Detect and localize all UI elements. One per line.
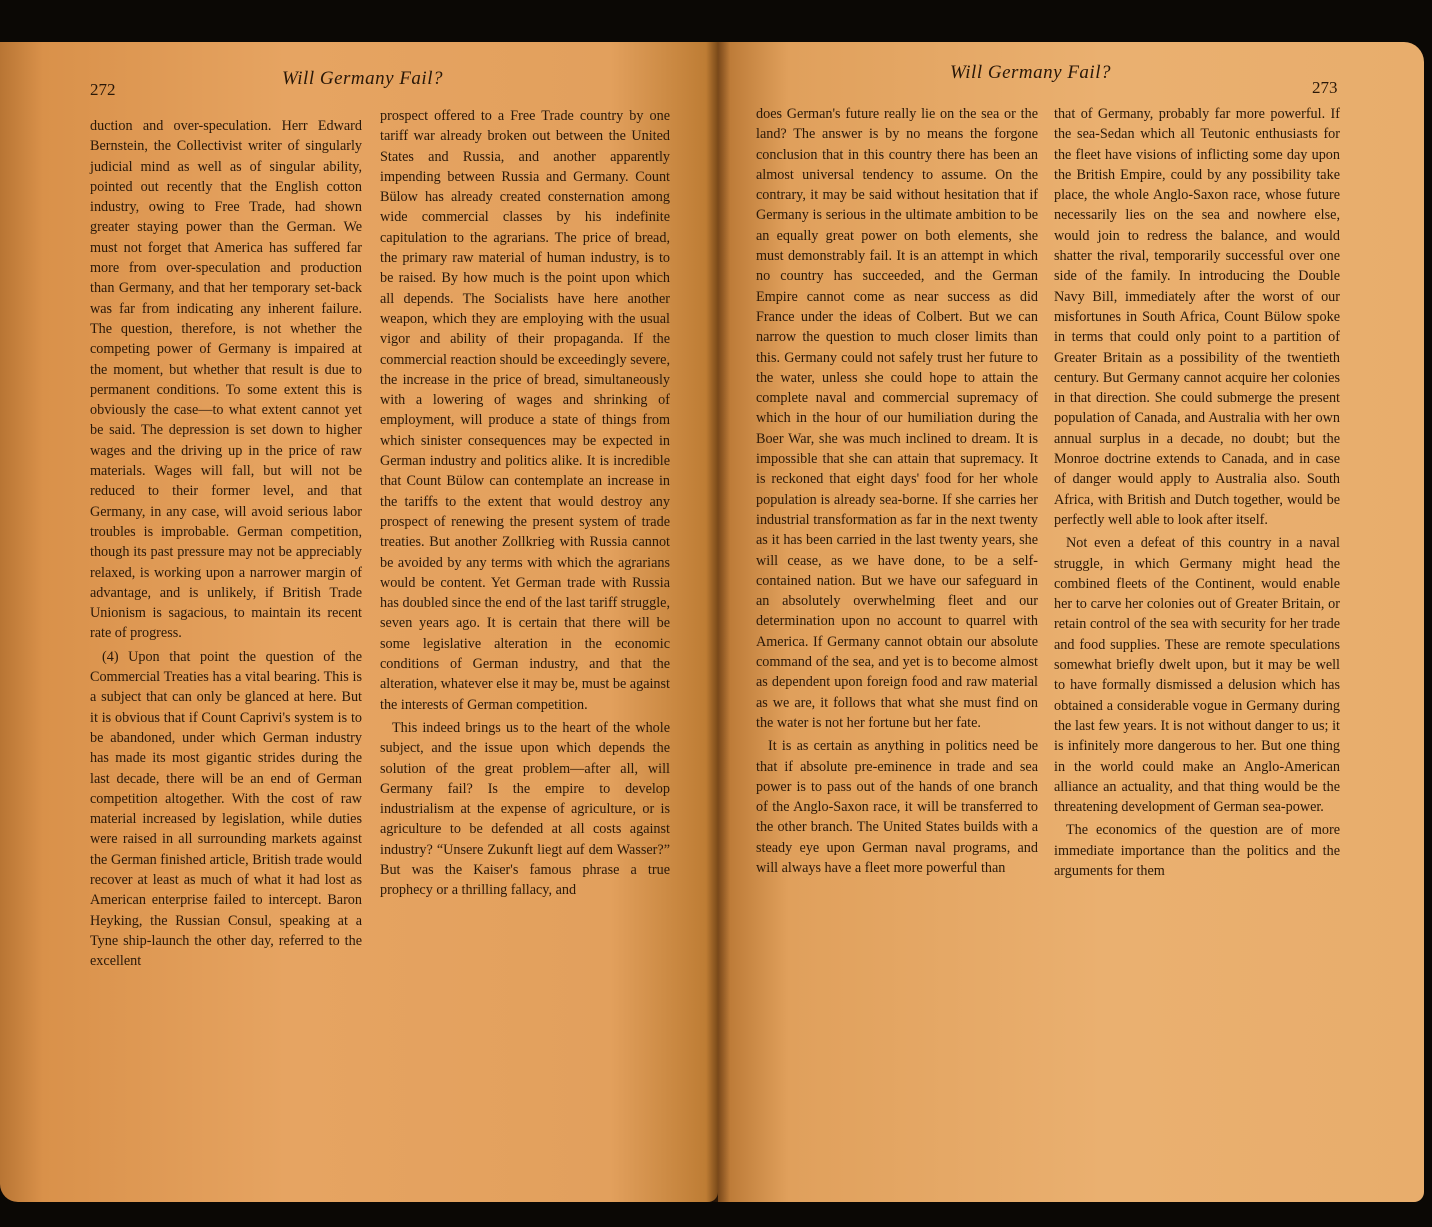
page-number: 273 bbox=[1312, 78, 1338, 97]
paragraph: The economics of the question are of more immediate importance than the politics and the arguments for them bbox=[1054, 822, 1340, 879]
left-page bbox=[0, 42, 718, 1202]
paragraph: Not even a defeat of this country in a naval struggle, in which Germany might head the combined fleets of the Continent, would enable her to carve her colonies out of Greater Britain, or retain control of the sea with security for her trade and food supplies. These are remote speculations somewhat briefly dwelt upon, but it may be well to have formally dismissed a delusion which has obtained a considerable vogue in Germany during the last few years. It is not without danger to us; it is infinitely more dangerous to her. But one thing in the world could make an Anglo-American alliance an actuality, and that thing would be the threatening development of German sea-power. bbox=[1054, 535, 1340, 816]
running-head: Will Germany Fail? bbox=[950, 62, 1111, 83]
text-column-2 bbox=[380, 106, 670, 901]
paragraph: prospect offered to a Free Trade country by one tariff war already broken out between the United States and Russia, and another apparently impending between Russia and Germany. Count Bülow has already created consternation among wide commercial classes by his indefinite capitulation to the agrarians. The price of bread, the primary raw material of human industry, is to be raised. By how much is the point upon which all depends. The Socialists have here another weapon, which they are employing with the usual vigor and ability of their propaganda. If the commercial reaction should be exceedingly severe, the increase in the price of bread, simultaneously with a lowering of wages and shrinking of employment, will produce a state of things from which sinister consequences may be expected in German industry and politics alike. It is incredible that Count Bülow can contemplate an increase in the tariffs to the extent that would destroy any prospect of renewing the present system of trade treaties. But another Zollkrieg with Russia cannot be avoided by any terms with which the agrarians would be content. Yet German trade with Russia has doubled since the end of the last tariff struggle, seven years ago. It is certain that there will be some legislative alteration in the economic conditions of German industry, and that the alteration, whatever else it may be, must be against the interests of German competition. bbox=[380, 108, 670, 713]
paragraph: This indeed brings us to the heart of the whole subject, and the issue upon which depends the solution of the great problem—after all, will Germany fail? Is the empire to develop industrialism at the expense of agriculture, or is agriculture to be defended at all costs against industry? “Unsere Zukunft liegt auf dem Wasser?” But was the Kaiser's famous phrase a true prophecy or a thrilling fallacy, and bbox=[380, 719, 670, 899]
paragraph: (4) Upon that point the question of the Commercial Treaties has a vital bearing. This is a subject that can only be glanced at here. But it is obvious that if Count Caprivi's system is to be abandoned, under which German industry has made its most gigantic strides during the last decade, there will be an end of German competition altogether. With the cost of raw material increased by legislation, while duties were raised in all surrounding markets against the German finished article, British trade would recover at least as much of what it had lost as American enterprise failed to intercept. Baron Heyking, the Russian Consul, speaking at a Tyne ship-launch the other day, referred to the excellent bbox=[90, 648, 362, 970]
book-gutter bbox=[706, 42, 730, 1202]
paragraph: that of Germany, probably far more powerful. If the sea-Sedan which all Teutonic enthusiasts for the fleet have visions of inflicting some day upon the British Empire, could by any possibility take place, the whole Anglo-Saxon race, whose future necessarily lies on the sea and nowhere else, would join to redress the balance, and would shatter the rival, temporarily successful over one side of the family. In introducing the Double Navy Bill, immediately after the worst of our misfortunes in South Africa, Count Bülow spoke in terms that could only point to a partition of Greater Britain as a possibility of the twentieth century. But Germany cannot acquire her colonies in that direction. She could submerge the present population of Canada, and Australia with her own annual surplus in a decade, no doubt; but the Monroe doctrine extends to Canada, and in case of danger would apply to Australia also. South Africa, with British and Dutch together, would be perfectly well able to look after itself. bbox=[1054, 106, 1340, 528]
right-page bbox=[718, 42, 1424, 1202]
text-column-2 bbox=[1054, 104, 1340, 881]
text-column-1 bbox=[90, 116, 362, 971]
open-book bbox=[0, 42, 1432, 1212]
running-head: Will Germany Fail? bbox=[282, 68, 443, 89]
paragraph: It is as certain as anything in politics need be that if absolute pre-eminence in trade and sea power is to pass out of the hands of one branch of the Anglo-Saxon race, it will be transferred to the other branch. The United States builds with a steady eye upon German naval programs, and will always have a fleet more powerful than bbox=[756, 738, 1038, 876]
paragraph: duction and over-speculation. Herr Edward Bernstein, the Collectivist writer of singularly judicial mind as well as of singular ability, pointed out recently that the English cotton industry, owing to Free Trade, had shown greater staying power than the German. We must not forget that America has suffered far more from over-speculation and production than Germany, and that her temporary set-back was far from indicating any inherent failure. The question, therefore, is not whether the competing power of Germany is impaired at the moment, but whether that result is due to permanent conditions. To some extent this is obviously the case—to what extent cannot yet be said. The depression is set down to higher wages and the driving up in the price of raw materials. Wages will fall, but will not be reduced to their former level, and that Germany, in any case, will avoid serious labor troubles is improbable. German competition, though its past pressure may not be appreciably relaxed, is working upon a narrower margin of advantage, and is unlikely, if British Trade Unionism is sagacious, to maintain its recent rate of progress. bbox=[90, 118, 362, 642]
paragraph: does German's future really lie on the sea or the land? The answer is by no means the forgone conclusion that in this country there has been an almost universal tendency to assume. On the contrary, it may be said without hesitation that if Germany is serious in the ultimate ambition to be an equally great power on both elements, she must demonstrably fail. It is an attempt in which no country has succeeded, and the German Empire cannot come as near success as did France under the ideas of Colbert. But we can narrow the question to much closer limits than this. Germany could not safely trust her future to the water, unless she could hope to attain the complete naval and commercial supremacy of which in the hour of our humiliation during the Boer War, she was much inclined to dream. It is impossible that she can attain that supremacy. It is reckoned that eight days' food for her whole population is already sea-borne. If she carries her industrial transformation as far in the next twenty as it has been carried in the last twenty years, she will cease, as we have done, to be a self-contained nation. But we have our safeguard in an absolutely overwhelming fleet and our determination upon no account to quarrel with America. If Germany cannot obtain our absolute command of the sea, and yet is to become almost as dependent upon foreign food and raw material as we are, it follows that what she must find on the water is not her fortune but her fate. bbox=[756, 106, 1038, 731]
page-number: 272 bbox=[90, 80, 116, 99]
text-column-1 bbox=[756, 104, 1038, 878]
